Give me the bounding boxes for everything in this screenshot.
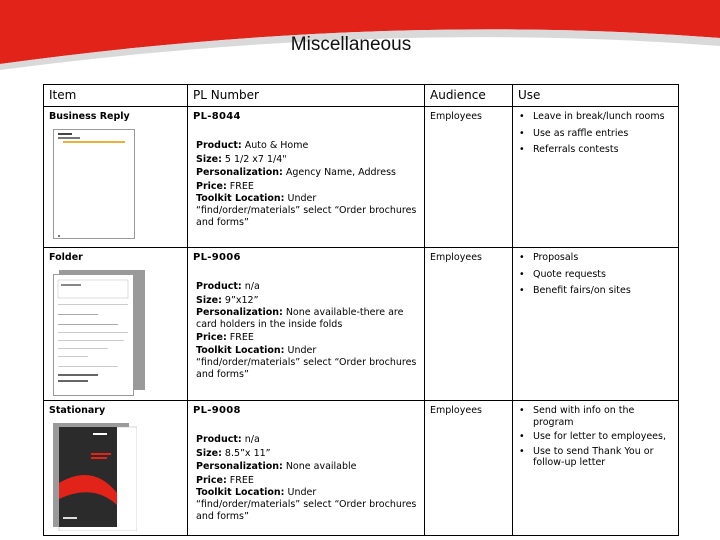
- product-value: n/a: [241, 281, 260, 292]
- page-title: Miscellaneous: [290, 34, 412, 55]
- pl-number: PL-9006: [193, 252, 241, 263]
- item-cell: [44, 107, 188, 248]
- personalization-label: Personalization:: [196, 167, 283, 179]
- list-item: • Proposals: [529, 252, 673, 264]
- price-value: FREE: [226, 474, 254, 486]
- table-header-row: [44, 85, 679, 107]
- pl-number: PL-8044: [193, 111, 241, 122]
- pl-number: PL-9008: [193, 405, 241, 416]
- list-item: • Leave in break/lunch rooms: [529, 111, 673, 123]
- business-reply-thumbnail: [53, 129, 135, 239]
- audience-cell: Employees: [425, 401, 513, 536]
- list-item: • Send with info on the program: [529, 405, 673, 428]
- folder-thumbnail: [53, 270, 145, 396]
- header-pl-number: PL Number: [188, 85, 425, 107]
- size-value: 5 1/2 x7 1/4": [221, 153, 287, 165]
- product-details: [193, 280, 419, 381]
- size-label: Size:: [196, 447, 222, 459]
- list-item: • Use as raffle entries: [529, 128, 673, 140]
- product-details: [193, 139, 419, 229]
- price-value: FREE: [226, 332, 254, 344]
- price-label: Price:: [196, 332, 227, 344]
- list-item: • Use to send Thank You or follow-up letter: [529, 446, 673, 469]
- item-name: Folder: [49, 252, 83, 263]
- table-row: [44, 107, 679, 248]
- list-item: • Benefit fairs/on sites: [529, 285, 673, 297]
- toolkit-label: Toolkit Location:: [196, 487, 285, 499]
- materials-table: [43, 84, 679, 536]
- toolkit-value: Under “find/order/materials” select “Order brochures and forms”: [196, 193, 417, 229]
- product-value: n/a: [241, 434, 260, 445]
- item-name: Business Reply: [49, 111, 130, 122]
- list-item: • Use for letter to employees,: [529, 431, 673, 443]
- toolkit-value: Under “find/order/materials” select “Order brochures and forms”: [196, 487, 417, 523]
- personalization-value: None available: [282, 461, 357, 473]
- size-value: 9”x12”: [221, 294, 259, 306]
- toolkit-value: Under “find/order/materials” select “Order brochures and forms”: [196, 344, 417, 380]
- use-cell: [513, 107, 679, 248]
- price-label: Price:: [196, 180, 227, 192]
- price-value: FREE: [226, 180, 254, 192]
- size-label: Size:: [196, 294, 222, 306]
- list-item: • Quote requests: [529, 269, 673, 281]
- list-item: • Referrals contests: [529, 144, 673, 156]
- use-cell: [513, 401, 679, 536]
- personalization-label: Personalization:: [196, 307, 283, 319]
- header-use: Use: [513, 85, 679, 107]
- use-list: [518, 111, 673, 156]
- size-label: Size:: [196, 153, 222, 165]
- use-list: [518, 252, 673, 297]
- pl-cell: [188, 401, 425, 536]
- item-name: Stationary: [49, 405, 106, 416]
- pl-cell: [188, 248, 425, 401]
- stationary-thumbnail: [53, 423, 137, 531]
- toolkit-label: Toolkit Location:: [196, 193, 285, 205]
- audience-cell: Employees: [425, 248, 513, 401]
- header-item: Item: [44, 85, 188, 107]
- item-cell: [44, 248, 188, 401]
- product-label: Product:: [196, 140, 242, 151]
- pl-cell: [188, 107, 425, 248]
- header-audience: Audience: [425, 85, 513, 107]
- personalization-label: Personalization:: [196, 461, 283, 473]
- price-label: Price:: [196, 474, 227, 486]
- product-details: [193, 433, 419, 523]
- table-row: [44, 248, 679, 401]
- use-list: [518, 405, 673, 469]
- size-value: 8.5”x 11”: [221, 447, 271, 459]
- item-cell: [44, 401, 188, 536]
- product-value: Auto & Home: [241, 140, 309, 151]
- use-cell: [513, 248, 679, 401]
- personalization-value: None available-there are card holders in the inside folds: [196, 307, 404, 331]
- personalization-value: Agency Name, Address: [282, 167, 396, 179]
- product-label: Product:: [196, 281, 242, 292]
- table-row: [44, 401, 679, 536]
- product-label: Product:: [196, 434, 242, 445]
- toolkit-label: Toolkit Location:: [196, 344, 285, 356]
- audience-cell: Employees: [425, 107, 513, 248]
